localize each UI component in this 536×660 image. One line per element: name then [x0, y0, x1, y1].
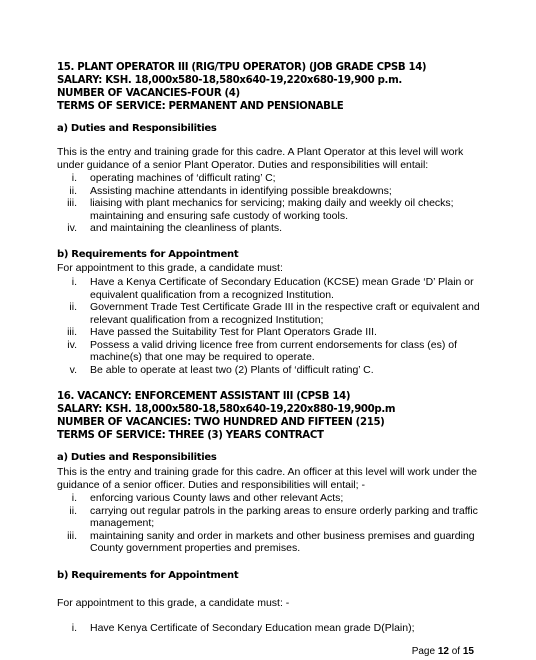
section-16-duties-list: [57, 492, 487, 555]
section-15-requirements-intro: For appointment to this grade, a candidate must:: [57, 262, 283, 274]
list-item: i. operating machines of ‘difficult rating’ C;: [71, 172, 276, 184]
section-16-duties-title: a) Duties and Responsibilities: [57, 452, 217, 463]
section-15-duties-list: [57, 172, 487, 235]
section-16-requirements-title: b) Requirements for Appointment: [57, 570, 239, 581]
list-item: ii. carrying out regular patrols in the parking areas to ensure orderly parking and traffic management;: [69, 504, 478, 529]
section-15-title: 15. PLANT OPERATOR III (RIG/TPU OPERATOR) (JOB GRADE CPSB 14): [57, 62, 427, 73]
section-15-salary: SALARY: KSH. 18,000x580-18,580x640-19,220x680-19,900 p.m.: [57, 75, 402, 86]
section-16-vacancies: NUMBER OF VACANCIES: TWO HUNDRED AND FIFTEEN (215): [57, 417, 385, 428]
list-item: v. Be able to operate at least two (2) Plants of ‘difficult rating’ C.: [69, 363, 374, 376]
section-15-duties-intro: This is the entry and training grade for this cadre. A Plant Operator at this level will work under guidance of a senior Plant Operator. Duties and responsibilities will entail:: [57, 146, 464, 171]
list-item: iv. and maintaining the cleanliness of plants.: [67, 222, 283, 234]
section-16-requirements-intro: For appointment to this grade, a candidate must: -: [57, 597, 290, 609]
section-16-requirements-list: [57, 622, 487, 635]
section-15-requirements-list: [57, 276, 487, 376]
list-item: iv. Possess a valid driving licence free from current endorsements for class (es) of machine(s) that one may be required to operate.: [67, 338, 458, 363]
section-15-requirements-title: b) Requirements for Appointment: [57, 249, 239, 260]
section-16-duties-intro: This is the entry and training grade for this cadre. An officer at this level will work under the guidance of a senior officer. Duties and responsibilities will entail; -: [57, 466, 478, 491]
list-item: ii. Government Trade Test Certificate Grade III in the respective craft or equivalent and relevant qualification from a recognized Institution;: [69, 301, 480, 326]
section-15-vacancies: NUMBER OF VACANCIES-FOUR (4): [57, 88, 240, 99]
section-16-title: 16. VACANCY: ENFORCEMENT ASSISTANT III (CPSB 14): [57, 391, 351, 402]
list-item: iii. liaising with plant mechanics for servicing; making daily and weekly oil checks; maintaining and ensuring safe custody of working tools.: [67, 197, 454, 222]
section-15-terms: TERMS OF SERVICE: PERMANENT AND PENSIONABLE: [57, 101, 344, 112]
list-item: iii. Have passed the Suitability Test for Plant Operators Grade III.: [67, 326, 377, 338]
list-item: i. Have a Kenya Certificate of Secondary Education (KCSE) mean Grade ‘D’ Plain or equivalent qualification from a recognized Institution.: [71, 276, 474, 301]
section-16-terms: TERMS OF SERVICE: THREE (3) YEARS CONTRACT: [57, 430, 324, 441]
list-item: i. Have Kenya Certificate of Secondary Education mean grade D(Plain);: [71, 622, 415, 634]
section-15-duties-title: a) Duties and Responsibilities: [57, 123, 217, 134]
section-16-salary: SALARY: KSH. 18,000x580-18,580x640-19,220x880-19,900p.m: [57, 404, 396, 415]
list-item: iii. maintaining sanity and order in markets and other business premises and guarding County government properties and premises.: [67, 529, 475, 554]
list-item: ii. Assisting machine attendants in identifying possible breakdowns;: [69, 184, 392, 197]
page-number: Page 12 of 15: [411, 646, 474, 657]
list-item: i. enforcing various County laws and other relevant Acts;: [71, 492, 344, 504]
